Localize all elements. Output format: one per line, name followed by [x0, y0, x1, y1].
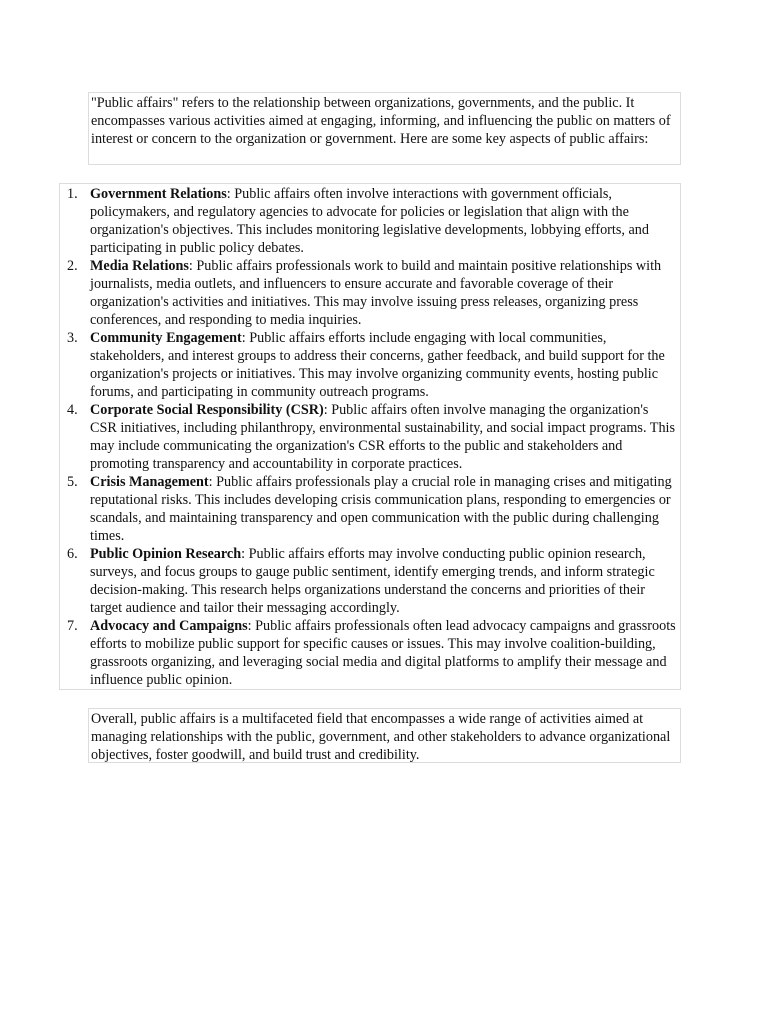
list-item-term: Crisis Management	[90, 474, 209, 490]
intro-paragraph: "Public affairs" refers to the relationship between organizations, governments, and the public. It encompasses various activities aimed at engaging, informing, and influencing the public on matters of interest or concern to the organization or government. Here are some key aspects of public affairs:	[91, 95, 671, 147]
key-aspects-list-box	[59, 183, 681, 690]
list-item-number: 1.	[67, 186, 78, 202]
list-item-term: Advocacy and Campaigns	[90, 618, 248, 634]
list-item	[60, 185, 678, 257]
list-item-number: 7.	[67, 618, 78, 634]
list-item-number: 5.	[67, 474, 78, 490]
list-item-number: 6.	[67, 546, 78, 562]
list-item-term: Media Relations	[90, 258, 189, 274]
list-item-number: 3.	[67, 330, 78, 346]
list-item-term: Government Relations	[90, 186, 227, 202]
list-item	[60, 257, 678, 329]
list-item-text: : Public affairs professionals work to build and maintain positive relationships with journalists, media outlets, and influencers to ensure accurate and favorable coverage of their organization's activities and initiatives. This may involve issuing press releases, organizing press conferences, and responding to media inquiries.	[90, 258, 662, 328]
list-item	[60, 473, 678, 545]
conclusion-paragraph: Overall, public affairs is a multifaceted field that encompasses a wide range of activities aimed at managing relationships with the public, government, and other stakeholders to advance organizational objectives, foster goodwill, and build trust and credibility.	[91, 711, 671, 763]
intro-paragraph-box	[88, 92, 681, 165]
key-aspects-list	[60, 185, 678, 689]
list-item-text: : Public affairs often involve interactions with government officials, policymakers, and regulatory agencies to advocate for policies or legislation that align with the organization's objectives. This includes monitoring legislative developments, lobbying efforts, and participating in public policy debates.	[90, 186, 649, 256]
list-item-text: : Public affairs professionals often lead advocacy campaigns and grassroots efforts to mobilize public support for specific causes or issues. This may involve coalition-building, grassroots organizing, and leveraging social media and digital platforms to amplify their message and influence public opinion.	[90, 618, 676, 688]
list-item-number: 2.	[67, 258, 78, 274]
list-item-text: : Public affairs often involve managing the organization's CSR initiatives, including philanthropy, environmental sustainability, and social impact programs. This may include communicating the organization's CSR efforts to the public and stakeholders and promoting transparency and accountability in corporate practices.	[90, 402, 676, 472]
list-item-number: 4.	[67, 402, 78, 418]
list-item-term: Public Opinion Research	[90, 546, 242, 562]
list-item	[60, 617, 678, 689]
list-item	[60, 329, 678, 401]
list-item	[60, 401, 678, 473]
list-item-text: : Public affairs efforts include engaging with local communities, stakeholders, and interest groups to address their concerns, gather feedback, and build support for the organization's projects or initiatives. This may involve organizing community events, hosting public forums, and participating in community outreach programs.	[90, 330, 665, 400]
conclusion-paragraph-box	[88, 708, 681, 763]
list-item	[60, 545, 678, 617]
list-item-text: : Public affairs professionals play a crucial role in managing crises and mitigating reputational risks. This includes developing crisis communication plans, responding to emergencies or scandals, and maintaining transparency and open communication with the public during challenging times.	[90, 474, 672, 544]
list-item-term: Community Engagement	[90, 330, 242, 346]
list-item-text: : Public affairs efforts may involve conducting public opinion research, surveys, and focus groups to gauge public sentiment, identify emerging trends, and inform strategic decision-making. This research helps organizations understand the concerns and priorities of their target audience and tailor their messaging accordingly.	[90, 546, 655, 616]
list-item-term: Corporate Social Responsibility (CSR)	[90, 402, 324, 418]
